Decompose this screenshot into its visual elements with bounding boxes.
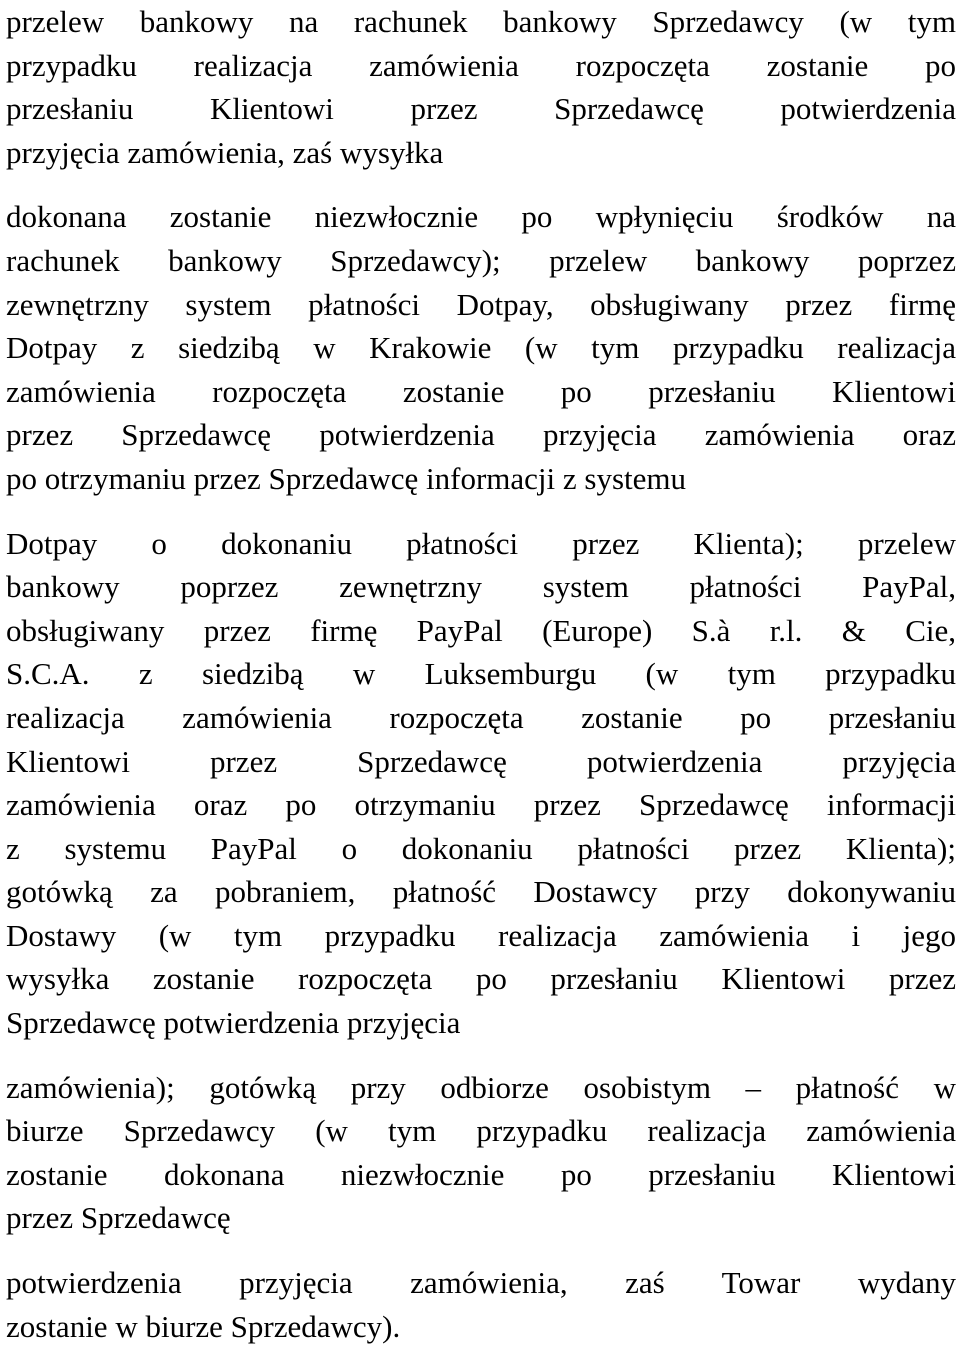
paragraph-gap (6, 1045, 956, 1066)
text-line: zamówienia); gotówką przy odbiorze osobistym – płatność w (6, 1069, 956, 1105)
document-page (6, 0, 956, 1348)
text-line: po otrzymaniu przez Sprzedawcę informacji z systemu (6, 460, 687, 496)
text-line: zostanie dokonana niezwłocznie po przesłaniu Klientowi (6, 1156, 956, 1192)
text-line: zostanie w biurze Sprzedawcy). (6, 1308, 401, 1344)
text-line: bankowy poprzez zewnętrzny system płatności PayPal, (6, 569, 956, 605)
text-line: Klientowi przez Sprzedawcę potwierdzenia przyjęcia (6, 743, 956, 779)
text-line: wysyłka zostanie rozpoczęta po przesłaniu Klientowi przez (6, 961, 956, 997)
text-line: obsługiwany przez firmę PayPal (Europe) S.à r.l. & Cie, (6, 612, 956, 648)
paragraph-gap (6, 1240, 956, 1261)
text-line: potwierdzenia przyjęcia zamówienia, zaś Towar wydany (6, 1265, 956, 1301)
paragraph-gap (6, 174, 956, 195)
text-line: zamówienia rozpoczęta zostanie po przesłaniu Klientowi (6, 373, 956, 409)
text-line: przelew bankowy na rachunek bankowy Sprzedawcy (w tym (6, 4, 956, 39)
text-line: Dostawy (w tym przypadku realizacja zamówienia i jego (6, 917, 956, 953)
text-line: Dotpay z siedzibą w Krakowie (w tym przypadku realizacja (6, 330, 956, 366)
text-line: Dotpay o dokonaniu płatności przez Klienta); przelew (6, 525, 956, 561)
text-line: zamówienia oraz po otrzymaniu przez Sprzedawcę informacji (6, 787, 956, 823)
text-line: z systemu PayPal o dokonaniu płatności przez Klienta); (6, 830, 956, 866)
text-line: przez Sprzedawcę (6, 1200, 231, 1236)
paragraph-4 (6, 1066, 956, 1240)
text-line: przyjęcia zamówienia, zaś wysyłka (6, 134, 444, 170)
text-line: przypadku realizacja zamówienia rozpoczęta zostanie po (6, 47, 956, 83)
text-line: Sprzedawcę potwierdzenia przyjęcia (6, 1005, 461, 1041)
text-line: przesłaniu Klientowi przez Sprzedawcę potwierdzenia (6, 91, 956, 127)
paragraph-gap (6, 501, 956, 522)
paragraph-1 (6, 0, 956, 174)
paragraph-2 (6, 195, 956, 500)
text-line: S.C.A. z siedzibą w Luksemburgu (w tym przypadku (6, 656, 956, 692)
text-line: dokonana zostanie niezwłocznie po wpłynięciu środków na (6, 199, 956, 235)
text-line: przez Sprzedawcę potwierdzenia przyjęcia zamówienia oraz (6, 417, 956, 453)
text-line: gotówką za pobraniem, płatność Dostawcy przy dokonywaniu (6, 874, 956, 910)
text-line: biurze Sprzedawcy (w tym przypadku realizacja zamówienia (6, 1113, 956, 1149)
paragraph-3 (6, 522, 956, 1045)
text-line: realizacja zamówienia rozpoczęta zostanie po przesłaniu (6, 699, 956, 735)
text-line: rachunek bankowy Sprzedawcy); przelew bankowy poprzez (6, 242, 956, 278)
paragraph-5 (6, 1261, 956, 1348)
text-line: zewnętrzny system płatności Dotpay, obsługiwany przez firmę (6, 286, 956, 322)
